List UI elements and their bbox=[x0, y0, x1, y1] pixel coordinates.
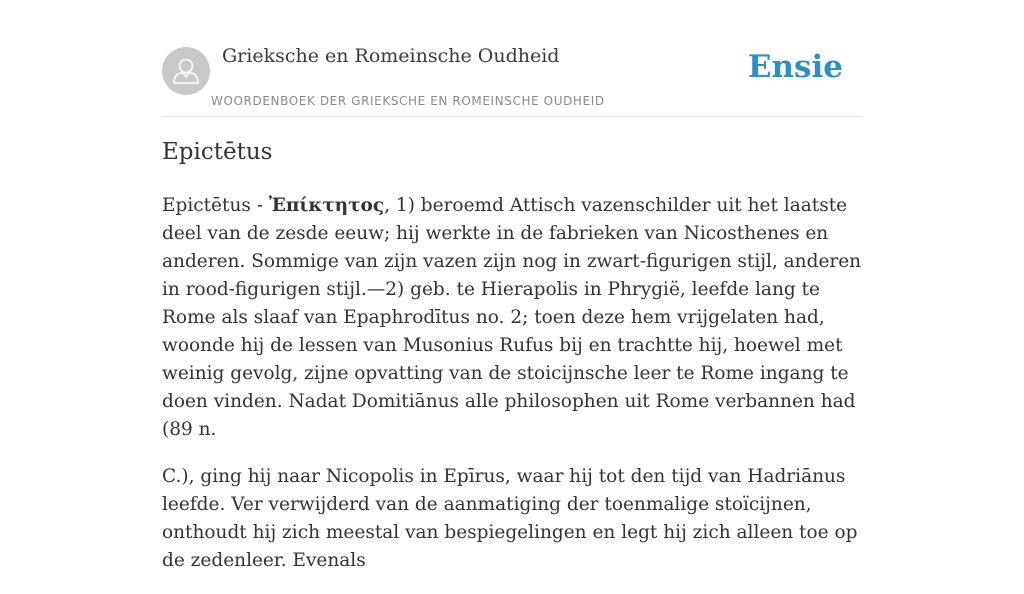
book-subtitle: WOORDENBOEK DER GRIEKSCHE EN ROMEINSCHE OUDHEID bbox=[211, 94, 605, 108]
site-header bbox=[162, 0, 862, 117]
book-title-link[interactable]: Grieksche en Romeinsche Oudheid bbox=[222, 45, 560, 67]
page-title: Epictētus bbox=[162, 139, 273, 165]
greek-headword: Ἐπίκτητος bbox=[268, 195, 385, 216]
headword-separator: - bbox=[250, 195, 269, 216]
entry-content bbox=[162, 192, 862, 594]
entry-paragraph-1 bbox=[162, 192, 862, 444]
user-icon bbox=[162, 47, 210, 95]
brand-logo[interactable]: Ensie bbox=[747, 49, 843, 85]
entry-paragraph-2: C.), ging hij naar Nicopolis in Epīrus, waar hij tot den tijd van Hadriānus leefde. Ver verwijderd van de aanmatiging der toenmalige stoïcijnen, onthoudt hij zich meestal van bespiegelingen en legt hij zich alleen toe op de zedenleer. Evenals bbox=[162, 466, 858, 571]
headword: Epictētus bbox=[162, 195, 251, 216]
paragraph-1-text: , 1) beroemd Attisch vazenschilder uit het laatste deel van de zesde eeuw; hij werkte in de fabrieken van Nicosthenes en anderen. Sommige van zijn vazen zijn nog in zwart-figurigen stijl, anderen in rood-figurigen stijl.—2) geb. te Hierapolis in Phrygië, leefde lang te Rome als slaaf van Epaphrodītus no. 2; toen deze hem vrijgelaten had, woonde hij de lessen van Musonius Rufus bij en trachtte hij, hoewel met weinig gevolg, zijne opvatting van de stoicijnsche leer te Rome ingang te doen vinden. Nadat Domitiānus alle philosophen uit Rome verbannen had (89 n. bbox=[162, 195, 862, 440]
avatar[interactable] bbox=[162, 47, 210, 95]
